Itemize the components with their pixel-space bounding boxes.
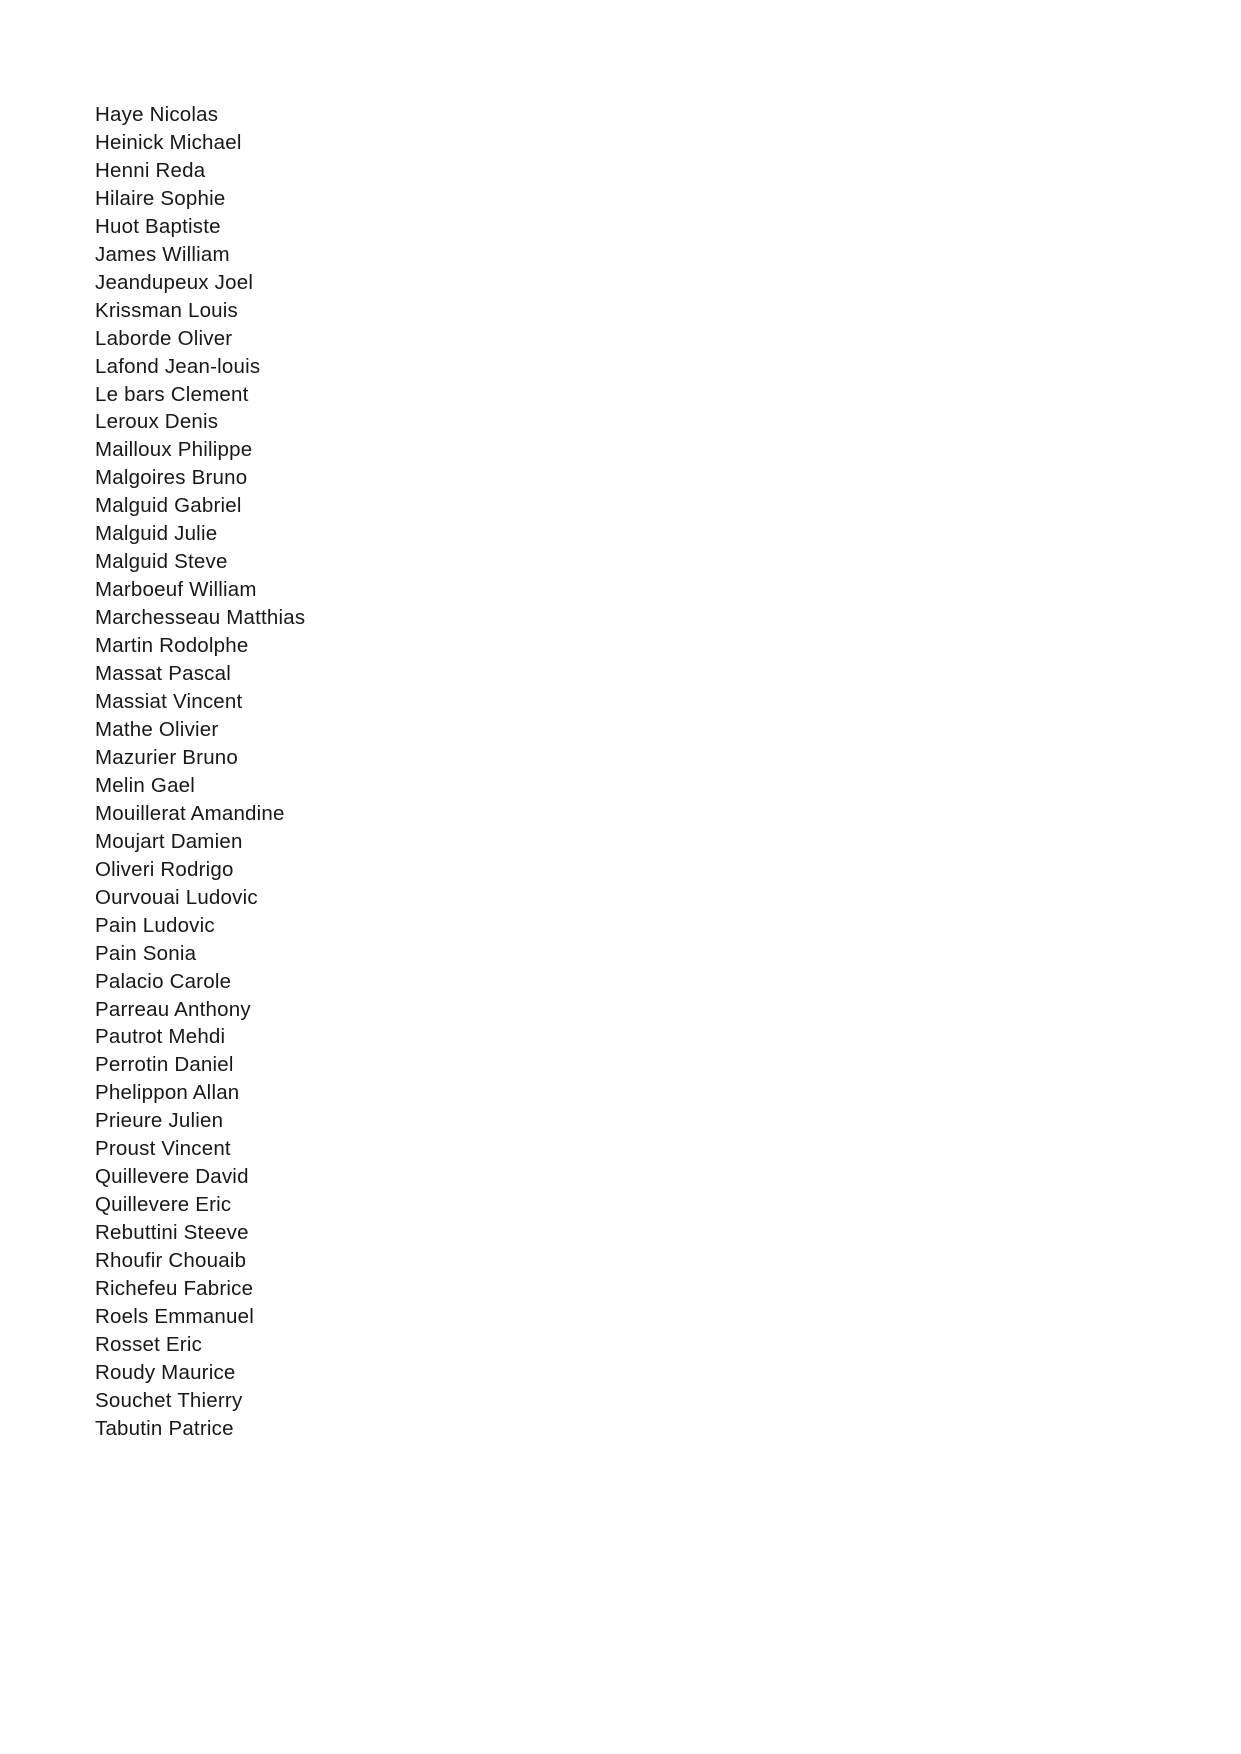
name-list <box>95 101 995 1443</box>
list-item: Jeandupeux Joel <box>95 270 254 294</box>
list-item: Haye Nicolas <box>95 103 219 126</box>
list-item: Roudy Maurice <box>95 1360 236 1384</box>
list-item: Pautrot Mehdi <box>95 1025 226 1049</box>
list-item: Marchesseau Matthias <box>95 606 306 630</box>
list-item: Lafond Jean-louis <box>95 354 261 378</box>
list-item: Proust Vincent <box>95 1137 231 1161</box>
list-item: Melin Gael <box>95 773 196 797</box>
list-item: Palacio Carole <box>95 969 232 993</box>
list-item: Hilaire Sophie <box>95 186 226 210</box>
list-item: Mazurier Bruno <box>95 745 239 769</box>
list-item: Leroux Denis <box>95 410 219 434</box>
list-item: Parreau Anthony <box>95 997 251 1021</box>
list-item: Massat Pascal <box>95 662 231 686</box>
list-item: Rhoufir Chouaib <box>95 1249 247 1273</box>
list-item: Malgoires Bruno <box>95 466 248 490</box>
list-item: Ourvouai Ludovic <box>95 885 258 909</box>
list-item: Krissman Louis <box>95 298 239 322</box>
list-item: Massiat Vincent <box>95 690 243 714</box>
list-item: Laborde Oliver <box>95 326 233 350</box>
list-item: Quillevere David <box>95 1165 249 1189</box>
list-item: Tabutin Patrice <box>95 1416 234 1440</box>
list-item: Prieure Julien <box>95 1109 224 1133</box>
list-item: Roels Emmanuel <box>95 1304 254 1328</box>
list-item: Moujart Damien <box>95 829 243 853</box>
list-item: Rosset Eric <box>95 1332 203 1356</box>
list-item: Mouillerat Amandine <box>95 801 285 825</box>
list-item: Mailloux Philippe <box>95 438 253 462</box>
list-item: Souchet Thierry <box>95 1388 243 1412</box>
list-item: Quillevere Eric <box>95 1193 232 1217</box>
list-item: Malguid Steve <box>95 550 228 574</box>
list-item: Oliveri Rodrigo <box>95 857 234 881</box>
list-item: Malguid Julie <box>95 522 218 546</box>
list-item: Phelippon Allan <box>95 1081 240 1105</box>
list-item: Marboeuf William <box>95 578 257 602</box>
list-item: Pain Ludovic <box>95 913 215 937</box>
list-item: Mathe Olivier <box>95 717 219 741</box>
list-item: Heinick Michael <box>95 130 242 154</box>
list-item: Richefeu Fabrice <box>95 1277 254 1301</box>
list-item: Perrotin Daniel <box>95 1053 234 1077</box>
list-item: Huot Baptiste <box>95 214 221 238</box>
list-item: Martin Rodolphe <box>95 634 249 658</box>
list-item: Le bars Clement <box>95 382 249 406</box>
list-item: Pain Sonia <box>95 941 197 965</box>
list-item: James William <box>95 242 230 266</box>
list-item: Rebuttini Steeve <box>95 1221 249 1245</box>
list-item: Henni Reda <box>95 158 206 182</box>
list-item: Malguid Gabriel <box>95 494 242 518</box>
